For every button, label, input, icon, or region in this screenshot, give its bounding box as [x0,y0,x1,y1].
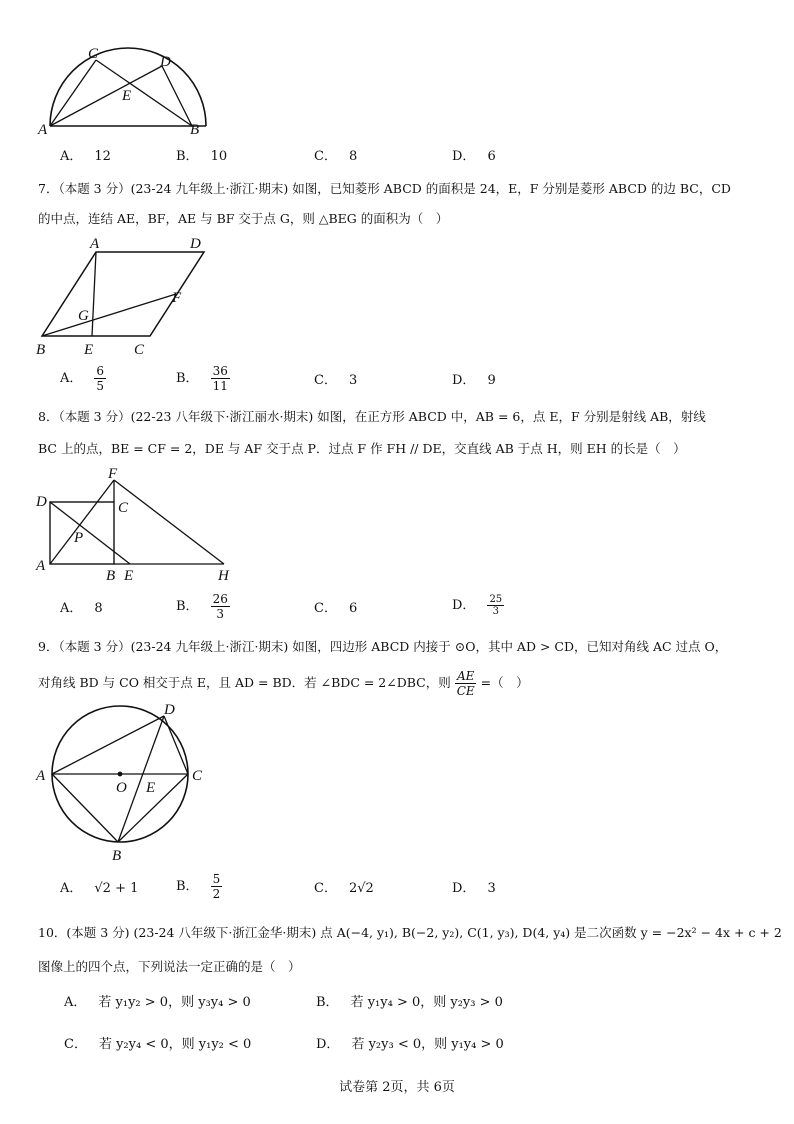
page-footer: 试卷第 2页，共 6页 [339,1080,455,1095]
q7-option-a-fraction [94,364,106,393]
q9-stem-line-2 [38,668,529,698]
q9-option-a-value: √2 + 1 [94,881,139,896]
q7-option-a[interactable] [60,364,106,393]
q6-option-c[interactable] [314,148,357,166]
q8-option-d-numerator: 25 [489,594,503,605]
q6-option-a-label: A． [60,149,83,164]
q7-segment-bf [42,294,176,336]
q9-segment-dc [164,716,188,774]
q6-segment-ad [50,66,162,126]
q7-option-b-denominator: 11 [212,379,228,393]
q8-option-b-numerator: 26 [212,592,228,606]
q10-option-a[interactable] [64,994,251,1012]
q8-label-e: E [124,568,134,584]
q6-option-d-label: D． [452,149,476,164]
q10-option-c[interactable] [64,1036,251,1054]
q9-stem-line-1: 9．（本题 3 分）(23-24 九年级上·浙江·期末) 如图，四边形 ABCD 内接于 ⊙O，其中 AD > CD，已知对角线 AC 过点 O， [38,639,728,654]
q7-figure [34,236,234,360]
q10-option-d-label: D． [316,1037,340,1052]
q10-stem-line-1: 10．(本题 3 分) (23-24 八年级下·浙江金华·期末) 点 A(−4, y₁), B(−2, y₂), C(1, y₃), D(4, y₄) 是二次函数 y = −2x² − 4x + c + 2 [38,925,782,940]
q9-option-b-label: B． [176,879,199,894]
q7-option-b-fraction [211,364,230,393]
q8-label-a: A [36,558,46,574]
q9-label-e: E [146,780,156,796]
q7-label-f: F [172,290,182,306]
q6-option-d-value: 6 [487,149,496,164]
q9-option-c-value: 2√2 [348,881,374,896]
q9-option-b-fraction [211,872,223,901]
q7-label-c: C [134,342,145,358]
q6-option-c-value: 8 [348,149,358,164]
q6-label-c: C [88,46,99,62]
q9-label-o: O [116,780,127,796]
q7-option-c[interactable] [314,372,357,390]
q6-label-b: B [190,122,200,138]
q10-option-b-value: 若 y₁y₄ > 0，则 y₂y₃ > 0 [350,995,503,1010]
q7-option-d[interactable] [452,372,496,390]
q8-option-b-denominator: 3 [216,607,225,621]
q6-label-d: D [160,54,171,70]
q8-option-d-label: D． [452,598,476,613]
q7-option-d-label: D． [452,373,476,388]
q9-option-b-denominator: 2 [212,887,221,901]
q8-label-d: D [36,494,47,510]
q8-label-h: H [218,568,229,584]
q7-label-d: D [190,236,201,252]
q10-option-c-value: 若 y₂y₄ < 0，则 y₁y₂ < 0 [98,1037,252,1052]
q7-option-b[interactable] [176,364,230,393]
q8-option-a-value: 8 [94,601,103,616]
q7-label-a: A [90,236,100,252]
q8-option-a[interactable] [60,600,103,618]
q8-segment-fh [114,480,224,564]
q8-option-d-denominator: 3 [492,606,499,617]
q9-option-d[interactable] [452,880,496,898]
q8-option-a-label: A． [60,601,83,616]
q6-option-a-value: 12 [94,149,111,164]
q9-stem-line-2-text: 对角线 BD 与 CO 相交于点 E，且 AD = BD．若 ∠BDC = 2∠DBC，则 [38,675,451,690]
q8-option-d-fraction [487,594,504,617]
q7-option-d-value: 9 [487,373,496,388]
q6-option-d[interactable] [452,148,496,166]
q8-label-f: F [108,466,118,482]
q9-option-c-label: C． [314,881,337,896]
q6-label-a: A [38,122,48,138]
q7-label-b: B [36,342,46,358]
q9-center-dot [118,772,123,777]
q7-option-a-label: A． [60,371,83,386]
q8-option-b[interactable] [176,592,230,621]
q8-option-d[interactable] [452,594,504,617]
q7-label-g: G [78,308,89,324]
q8-stem-line-1: 8．（本题 3 分）(22-23 八年级下·浙江丽水·期末) 如图，在正方形 ABCD 中，AB = 6，点 E，F 分别是射线 AB，射线 [38,409,706,424]
q6-figure [36,44,216,140]
q9-label-a: A [36,768,46,784]
q8-option-b-fraction [211,592,230,621]
q7-option-c-value: 3 [348,373,358,388]
q8-label-c: C [118,500,129,516]
q9-label-c: C [192,768,203,784]
q8-segment-af [50,480,114,564]
q6-option-b-label: B． [176,149,199,164]
q7-label-e: E [84,342,94,358]
q8-option-c[interactable] [314,600,357,618]
q8-option-c-label: C． [314,601,337,616]
q7-option-a-numerator: 6 [96,364,105,378]
q7-option-a-denominator: 5 [96,379,105,393]
q9-segment-ad [52,716,164,774]
q9-label-d: D [164,702,175,718]
q6-option-a[interactable] [60,148,111,166]
q9-option-d-value: 3 [487,881,496,896]
q7-stem-line-1: 7．（本题 3 分）(23-24 九年级上·浙江·期末) 如图，已知菱形 ABCD 的面积是 24，E，F 分别是菱形 ABCD 的边 BC，CD [38,181,731,196]
q7-option-b-label: B． [176,371,199,386]
q9-option-b[interactable] [176,872,222,901]
q10-option-a-value: 若 y₁y₂ > 0，则 y₃y₄ > 0 [98,995,251,1010]
q9-segment-bd [118,716,164,842]
q8-option-c-value: 6 [348,601,358,616]
q6-option-c-label: C． [314,149,337,164]
q10-stem-line-2: 图像上的四个点，下列说法一定正确的是（ ） [38,959,301,974]
q9-figure [34,700,224,868]
q10-option-c-label: C． [64,1037,87,1052]
q6-label-e: E [122,88,132,104]
q7-option-b-numerator: 36 [212,364,228,378]
q10-option-d[interactable] [316,1036,504,1054]
q7-stem-line-2: 的中点，连结 AE，BF，AE 与 BF 交于点 G，则 △BEG 的面积为（ ） [38,211,449,226]
q6-option-b[interactable] [176,148,227,166]
q6-semicircle-arc [50,48,206,126]
q7-segment-ae [92,252,96,336]
q9-option-a-label: A． [60,881,83,896]
q9-ratio-fraction [455,669,477,698]
q9-option-c[interactable] [314,880,374,898]
q9-ratio-denominator: CE [456,684,475,698]
q9-option-b-numerator: 5 [212,872,221,886]
q9-option-d-label: D． [452,881,476,896]
q10-option-a-label: A． [64,995,87,1010]
q8-label-p: P [74,530,84,546]
q8-option-b-label: B． [176,599,199,614]
q10-option-b[interactable] [316,994,503,1012]
q9-stem-line-2-tail: =（ ） [476,675,529,690]
q9-label-b: B [112,848,122,864]
q6-option-b-value: 10 [210,149,228,164]
q8-label-b: B [106,568,116,584]
q9-option-a[interactable] [60,880,138,898]
q8-stem-line-2: BC 上的点，BE = CF = 2，DE 与 AF 交于点 P．过点 F 作 FH // DE，交直线 AB 于点 H，则 EH 的长是（ ） [38,441,686,456]
q10-option-b-label: B． [316,995,339,1010]
q8-figure [34,466,244,586]
q7-option-c-label: C． [314,373,337,388]
q10-option-d-value: 若 y₂y₃ < 0，则 y₁y₄ > 0 [351,1037,504,1052]
q9-ratio-numerator: AE [456,669,475,683]
